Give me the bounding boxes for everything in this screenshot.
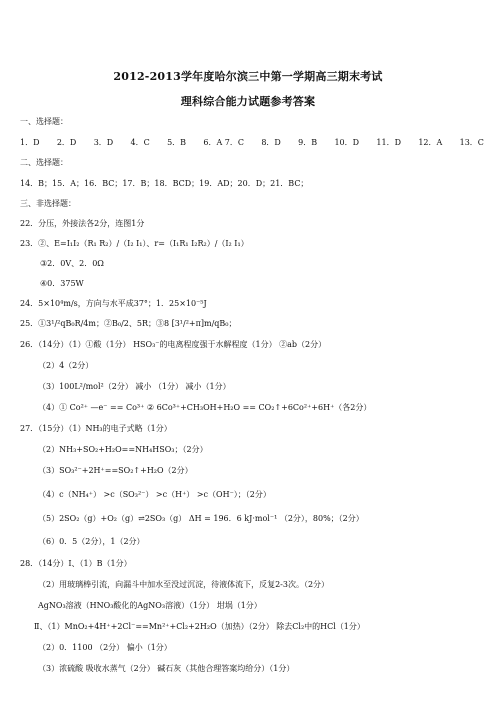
mc-answer: 2．D [56, 138, 77, 147]
answer-line-28-sub: （3）浓硫酸 吸收水蒸气（2分） 碱石灰（其他合理答案均给分）（1分） [38, 664, 295, 673]
answer-line-26: 26．（14分）（1）①酸（1分） HSO₃⁻的电离程度强于水解程度（1分） ②ab（2分） [20, 340, 327, 349]
mc-answer: 10．D [334, 138, 360, 147]
answer-line-28: 28．（14分）Ⅰ、（1）B（1分） [20, 559, 132, 568]
answer-line-26-sub: （3）100L²/mol²（2分） 减小 （1分） 减小（1分） [38, 382, 231, 391]
mc-answer: 6．A 7．C [203, 138, 244, 147]
answer-line-25: 25．①3¹/²qB₀R/4m；②B₀/2、5R；③8 [3¹/²+π]m/qB₀； [20, 319, 237, 328]
answer-line-27-sub: （5）2SO₂（g）+O₂（g）⇌2SO₃（g） ΔH = 196．6 kJ·mol⁻¹ （2分），80%；（2分） [38, 514, 364, 523]
mc-answer-row [20, 138, 484, 148]
answer-line-24: 24．5×10⁴m/s，方向与水平成37°；1．25×10⁻⁵J [20, 299, 207, 308]
answer-line-28-sub: AgNO₃溶液（HNO₃酸化的AgNO₃溶液）（1分） 坩埚（1分） [38, 601, 262, 610]
answer-line-27: 27．（15分）（1）NH₃的电子式略（1分） [20, 424, 172, 433]
mc-answer: 3．D [93, 138, 114, 147]
document-title: 2012-2013学年度哈尔滨三中第一学期高三期末考试 [113, 70, 383, 83]
answer-line-28-part2: Ⅱ、（1）MnO₂+4H⁺+2Cl⁻==Mn²⁺+Cl₂+2H₂O（加热）（2分） 除去Cl₂中的HCl（1分） [34, 622, 365, 631]
mc-answer: 11．D [376, 138, 401, 147]
answer-line-27-sub: （2）NH₃+SO₂+H₂O==NH₄HSO₃；（2分） [38, 445, 208, 454]
section-heading-choice: 二、选择题： [20, 158, 68, 167]
mc-answer: 9．B [298, 138, 318, 147]
section-heading-mc: 一、选择题： [20, 117, 68, 126]
answer-line-23-sub: ④0．375W [40, 279, 84, 288]
document-subtitle: 理科综合能力试题参考答案 [180, 95, 316, 108]
answer-line-28-sub: （2）用玻璃棒引流，向漏斗中加水至没过沉淀，待液体流下，反复2-3次。（2分） [38, 580, 330, 589]
answer-line-23-sub: ③2．0V、2．0Ω [40, 259, 104, 268]
section-heading-non-choice: 三、非选择题： [20, 199, 76, 208]
mc-answer: 1．D [20, 138, 40, 147]
answer-line-27-sub: （3）SO₃²⁻+2H⁺==SO₂↑+H₂O（2分） [38, 466, 193, 475]
answer-line-26-sub: （4）① Co²⁺ —e⁻ == Co³⁺ ② 6Co³⁺+CH₃OH+H₂O == CO₂↑+6Co²⁺+6H⁺（各2分） [38, 403, 372, 412]
mc-answer: 8．D [261, 138, 281, 147]
answer-line-27-sub: （6）0．5（2分），1（2分） [38, 537, 145, 546]
mc-answer: 4．C [130, 138, 150, 147]
answer-line-14-21: 14．B；15．A；16．BC；17．B；18．BCD；19．AD；20．D；21．BC； [20, 179, 309, 188]
answer-line-23: 23．②、E=I₁I₂（R₁ R₂）/（I₂ I₁）、r=（I₁R₁ I₂R₂）/（I₂ I₁） [20, 239, 249, 248]
mc-answer: 12．A [418, 138, 443, 147]
answer-line-22: 22．分压，外接法各2分，连图1分 [20, 219, 145, 228]
mc-answer: 13．C [459, 138, 484, 147]
mc-answer: 5．B [167, 138, 187, 147]
answer-line-28-sub: （2）0．1100 （2分） 偏小（1分） [38, 643, 172, 652]
answer-line-26-sub: （2）4（2分） [38, 361, 94, 370]
answer-line-27-sub: （4）c（NH₄⁺） >c（SO₃²⁻） >c（H⁺） >c（OH⁻）；（2分） [38, 490, 271, 499]
